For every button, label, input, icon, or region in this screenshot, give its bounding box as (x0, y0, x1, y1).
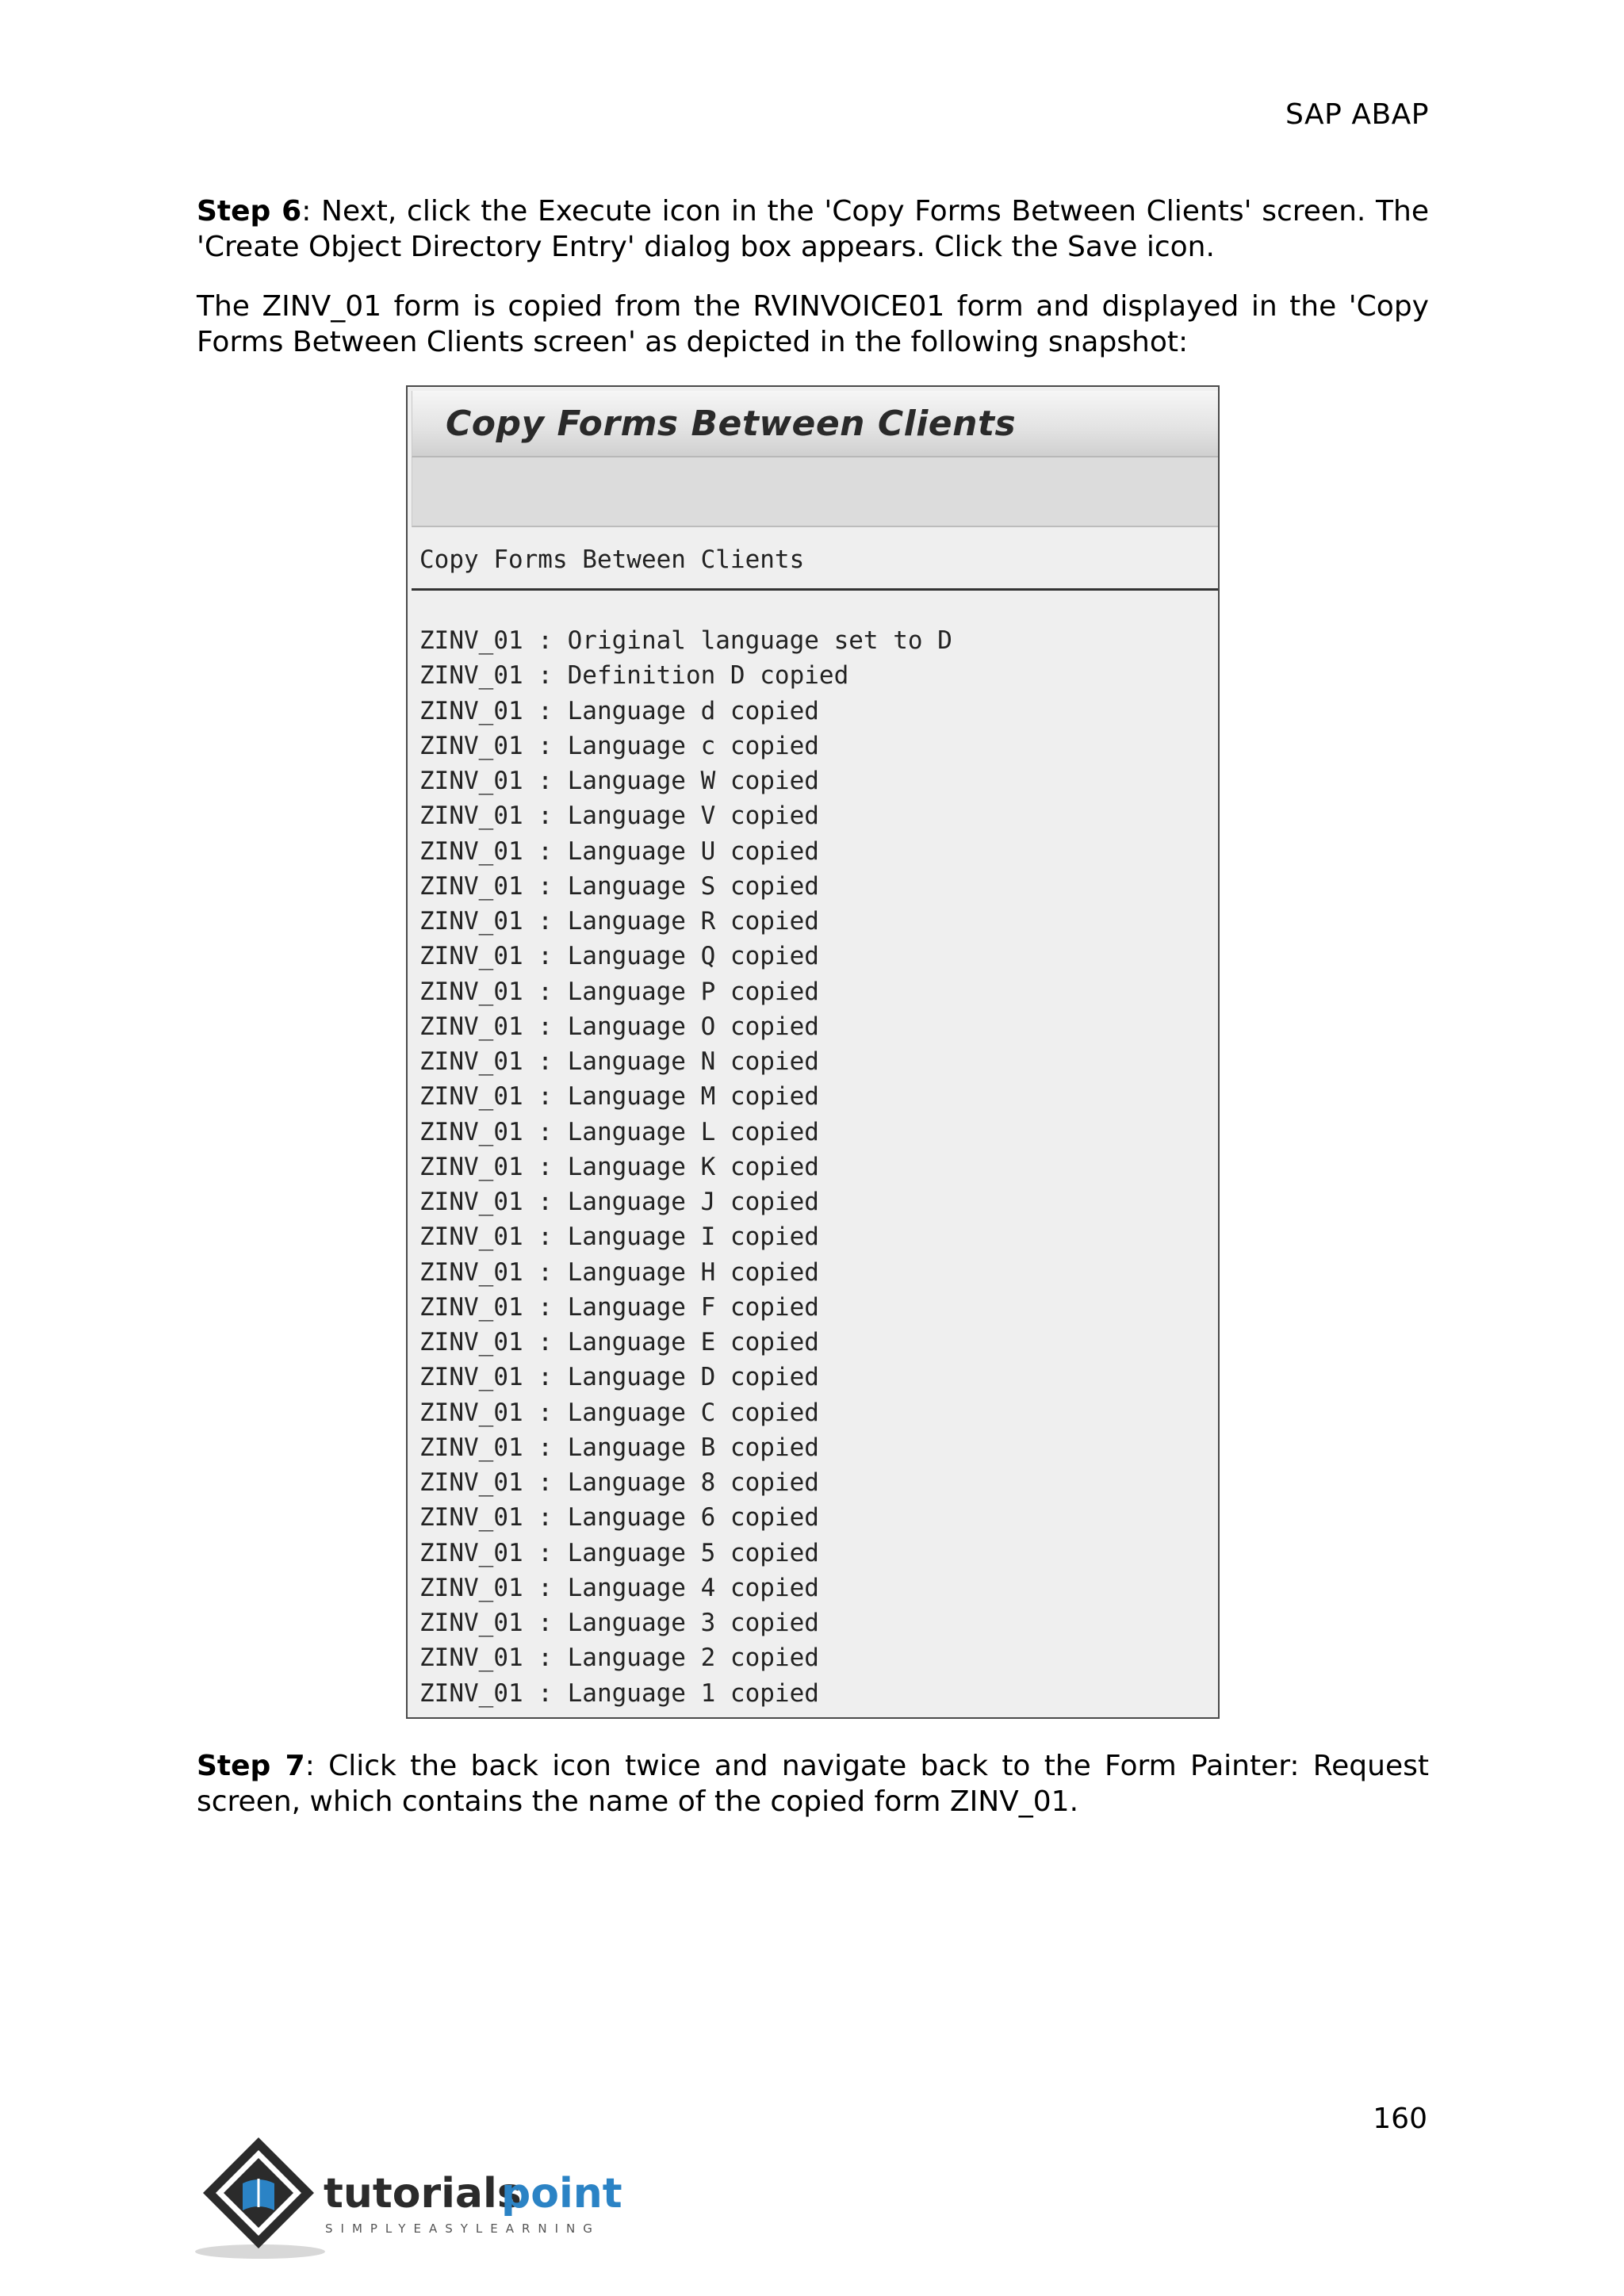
log-line: ZINV_01 : Language C copied (419, 1398, 819, 1427)
log-line: ZINV_01 : Language L copied (419, 1117, 819, 1146)
log-line: ZINV_01 : Language D copied (419, 1363, 819, 1392)
log-line: ZINV_01 : Language R copied (419, 907, 819, 936)
logo-text-accent: point (501, 2170, 622, 2218)
page-number: 160 (1373, 2103, 1427, 2135)
log-line: ZINV_01 : Language d copied (419, 696, 819, 725)
logo-tagline: SIMPLYEASYLEARNING (325, 2221, 600, 2236)
log-line: ZINV_01 : Language I copied (419, 1223, 819, 1252)
sap-title-bar (412, 391, 1218, 457)
log-line: ZINV_01 : Language 8 copied (419, 1468, 819, 1497)
log-line: ZINV_01 : Language 3 copied (419, 1609, 819, 1637)
step-7-paragraph (197, 1748, 1429, 1820)
log-line: ZINV_01 : Language J copied (419, 1188, 819, 1216)
log-line: ZINV_01 : Language 5 copied (419, 1538, 819, 1567)
sap-window-title: Copy Forms Between Clients (446, 404, 1017, 444)
step-6-text: : Next, click the Execute icon in the 'Copy Forms Between Clients' screen. The 'Create Object Directory Entry' dialog box appears. Click the Save icon. (197, 195, 1430, 263)
running-header: SAP ABAP (1285, 98, 1429, 131)
log-line: ZINV_01 : Language Q copied (419, 942, 819, 971)
log-line: ZINV_01 : Language W copied (419, 767, 819, 795)
sap-list-header (412, 528, 1218, 591)
log-line: ZINV_01 : Language 1 copied (419, 1678, 819, 1708)
step-7-label: Step 7 (197, 1750, 305, 1782)
step-7-text: : Click the back icon twice and navigate back to the Form Painter: Request screen, which contains the name of the copied form ZINV_01. (197, 1750, 1429, 1818)
log-line: ZINV_01 : Original language set to D (419, 626, 952, 655)
sap-application-toolbar (412, 457, 1218, 527)
sap-list-title: Copy Forms Between Clients (419, 545, 805, 574)
log-line: ZINV_01 : Language S copied (419, 871, 819, 901)
log-line: ZINV_01 : Language 4 copied (419, 1573, 819, 1602)
log-line: ZINV_01 : Language U copied (419, 836, 819, 866)
log-line: ZINV_01 : Language N copied (419, 1047, 819, 1076)
copy-log-list (419, 623, 952, 1711)
log-line: ZINV_01 : Definition D copied (419, 661, 849, 691)
log-line: ZINV_01 : Language 6 copied (419, 1503, 819, 1533)
log-line: ZINV_01 : Language E copied (419, 1328, 819, 1357)
log-line: ZINV_01 : Language H copied (419, 1257, 819, 1287)
step-6-label: Step 6 (197, 195, 302, 228)
intro-paragraph: The ZINV_01 form is copied from the RVINVOICE01 form and displayed in the 'Copy Forms Between Clients screen' as depicted in the following snapshot: (197, 290, 1429, 358)
log-line: ZINV_01 : Language V copied (419, 802, 819, 831)
log-line: ZINV_01 : Language 2 copied (419, 1644, 819, 1673)
tutorialspoint-logo (195, 2134, 623, 2261)
log-line: ZINV_01 : Language M copied (419, 1082, 819, 1112)
sap-screenshot (406, 385, 1220, 1719)
log-line: ZINV_01 : Language F copied (419, 1292, 819, 1322)
log-line: ZINV_01 : Language K copied (419, 1152, 819, 1181)
log-line: ZINV_01 : Language O copied (419, 1012, 819, 1041)
log-line: ZINV_01 : Language c copied (419, 731, 819, 760)
step-6-paragraph (197, 193, 1429, 265)
log-line: ZINV_01 : Language B copied (419, 1433, 819, 1462)
logo-text-primary: tutorials (324, 2170, 522, 2218)
log-line: ZINV_01 : Language P copied (419, 977, 819, 1006)
